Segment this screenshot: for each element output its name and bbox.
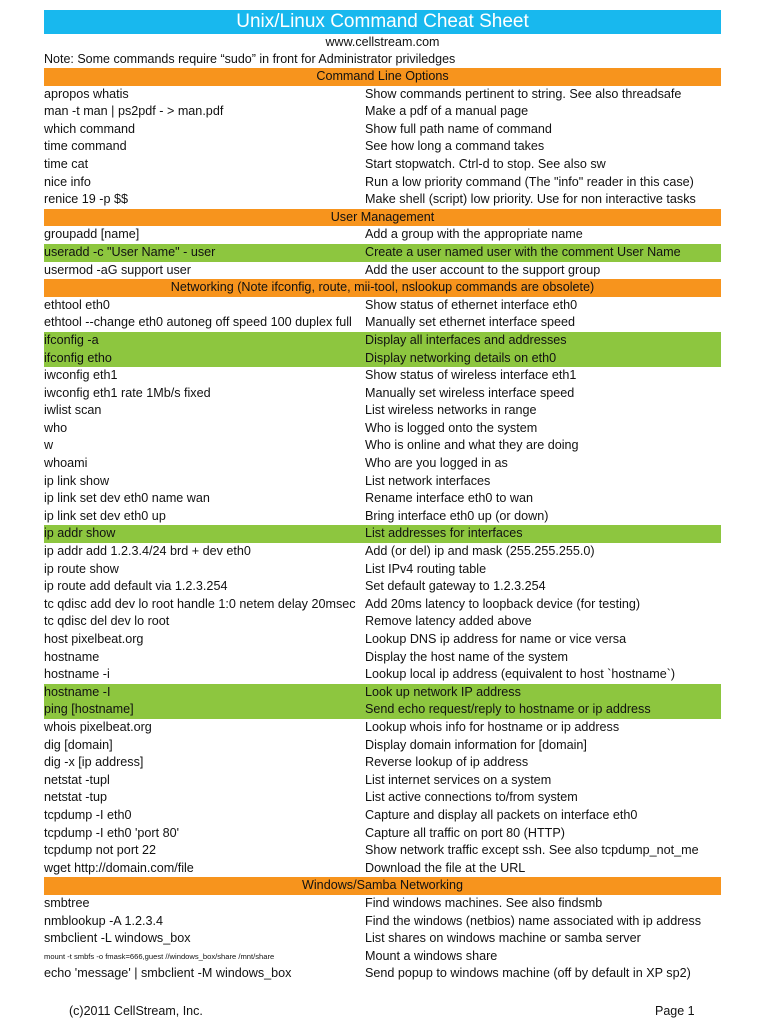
command-text: iwconfig eth1 rate 1Mb/s fixed	[44, 385, 211, 400]
command-description: Manually set wireless interface speed	[365, 385, 575, 400]
command-description: Run a low priority command (The "info" reader in this case)	[365, 174, 694, 189]
command-row	[44, 895, 721, 913]
command-text: useradd -c "User Name" - user	[44, 244, 216, 259]
command-row	[44, 754, 721, 772]
command-text: nmblookup -A 1.2.3.4	[44, 913, 164, 928]
command-row	[44, 543, 721, 561]
command-text: hostname -i	[44, 667, 110, 682]
command-text: ip route show	[44, 561, 119, 576]
command-text: ethtool --change eth0 autoneg off speed 100 duplex full	[44, 315, 352, 330]
command-row	[44, 138, 721, 156]
command-description: List IPv4 routing table	[365, 561, 487, 576]
command-text: iwlist scan	[44, 403, 102, 418]
command-row-highlighted	[44, 684, 721, 702]
command-row	[44, 596, 721, 614]
command-row	[44, 948, 721, 966]
command-text: tcpdump not port 22	[44, 843, 157, 858]
command-description: Show status of ethernet interface eth0	[365, 297, 578, 312]
command-row	[44, 508, 721, 526]
command-text: ip addr add 1.2.3.4/24 brd + dev eth0	[44, 544, 251, 559]
command-text: ip addr show	[44, 526, 116, 541]
command-text: tcpdump -I eth0	[44, 807, 132, 822]
command-row	[44, 578, 721, 596]
command-description: See how long a command takes	[365, 139, 545, 154]
command-row	[44, 473, 721, 491]
command-text: ip route add default via 1.2.3.254	[44, 579, 228, 594]
sections-container	[44, 68, 721, 983]
command-text: smbclient -L windows_box	[44, 931, 191, 946]
command-description: Send popup to windows machine (off by default in XP sp2)	[365, 966, 691, 981]
command-description: List internet services on a system	[365, 772, 552, 787]
command-description: Show full path name of command	[365, 121, 552, 136]
command-description: Show status of wireless interface eth1	[365, 368, 577, 383]
command-row	[44, 719, 721, 737]
command-row	[44, 437, 721, 455]
command-row	[44, 402, 721, 420]
command-description: Who is logged onto the system	[365, 420, 538, 435]
command-description: List shares on windows machine or samba server	[365, 931, 641, 946]
command-text: apropos whatis	[44, 86, 129, 101]
command-description: Display the host name of the system	[365, 649, 568, 664]
command-description: Start stopwatch. Ctrl-d to stop. See also sw	[365, 156, 606, 171]
command-description: Look up network IP address	[365, 684, 521, 699]
command-row	[44, 314, 721, 332]
command-text: dig -x [ip address]	[44, 755, 144, 770]
command-row	[44, 367, 721, 385]
command-text: echo 'message' | smbclient -M windows_box	[44, 966, 292, 981]
command-text: netstat -tupl	[44, 772, 110, 787]
command-description: Create a user named user with the comment User Name	[365, 244, 681, 259]
command-row	[44, 262, 721, 280]
command-text: time command	[44, 139, 127, 154]
command-description: List addresses for interfaces	[365, 526, 523, 541]
command-description: Add 20ms latency to loopback device (for testing)	[365, 596, 641, 611]
command-text: whoami	[44, 456, 88, 471]
footer-copyright: (c)2011 CellStream, Inc.	[69, 1004, 203, 1018]
command-row	[44, 226, 721, 244]
command-text: iwconfig eth1	[44, 368, 118, 383]
command-row	[44, 490, 721, 508]
command-description: Download the file at the URL	[365, 860, 526, 875]
command-row-highlighted	[44, 525, 721, 543]
command-text: groupadd [name]	[44, 227, 140, 242]
command-row	[44, 86, 721, 104]
command-row	[44, 666, 721, 684]
command-row	[44, 772, 721, 790]
command-description: Remove latency added above	[365, 614, 532, 629]
website-line: www.cellstream.com	[325, 35, 440, 49]
command-text: hostname -I	[44, 684, 111, 699]
section-heading: Networking (Note ifconfig, route, mii-tool, nslookup commands are obsolete)	[44, 279, 721, 297]
command-row	[44, 297, 721, 315]
cheat-sheet	[44, 10, 721, 983]
command-description: Capture all traffic on port 80 (HTTP)	[365, 825, 565, 840]
command-text: time cat	[44, 156, 89, 171]
command-description: Who is online and what they are doing	[365, 438, 579, 453]
command-description: Show network traffic except ssh. See also tcpdump_not_me	[365, 843, 699, 858]
command-row-highlighted	[44, 350, 721, 368]
command-text: ifconfig etho	[44, 350, 112, 365]
command-row-highlighted	[44, 701, 721, 719]
command-text: tc qdisc add dev lo root handle 1:0 netem delay 20msec	[44, 596, 356, 611]
command-text: nice info	[44, 174, 91, 189]
command-text: tc qdisc del dev lo root	[44, 614, 170, 629]
command-row	[44, 455, 721, 473]
command-description: Send echo request/reply to hostname or ip address	[365, 702, 651, 717]
command-text: ip link show	[44, 473, 110, 488]
command-row	[44, 913, 721, 931]
command-text: ifconfig -a	[44, 332, 99, 347]
command-text: man -t man | ps2pdf - > man.pdf	[44, 104, 224, 119]
section-heading: Windows/Samba Networking	[44, 877, 721, 895]
command-description: Lookup local ip address (equivalent to host `hostname`)	[365, 667, 676, 682]
command-row-highlighted	[44, 332, 721, 350]
command-text: dig [domain]	[44, 737, 113, 752]
command-text: ping [hostname]	[44, 702, 134, 717]
command-description: List active connections to/from system	[365, 790, 578, 805]
command-description: Display domain information for [domain]	[365, 737, 587, 752]
command-row	[44, 860, 721, 878]
command-row	[44, 842, 721, 860]
command-text: ip link set dev eth0 up	[44, 508, 166, 523]
footer-page-number: Page 1	[655, 1004, 695, 1018]
command-description: Rename interface eth0 to wan	[365, 491, 534, 506]
command-row	[44, 385, 721, 403]
command-description: Display networking details on eth0	[365, 350, 557, 365]
command-row	[44, 930, 721, 948]
command-text: w	[44, 438, 54, 453]
command-row	[44, 156, 721, 174]
command-row	[44, 807, 721, 825]
command-description: Make a pdf of a manual page	[365, 104, 529, 119]
command-row	[44, 121, 721, 139]
command-row	[44, 561, 721, 579]
command-text: hostname	[44, 649, 100, 664]
command-text: whois pixelbeat.org	[44, 719, 152, 734]
command-text: wget http://domain.com/file	[44, 860, 194, 875]
command-row	[44, 420, 721, 438]
command-description: List wireless networks in range	[365, 403, 537, 418]
command-description: Add a group with the appropriate name	[365, 227, 583, 242]
command-row	[44, 965, 721, 983]
command-description: Set default gateway to 1.2.3.254	[365, 579, 546, 594]
command-text: host pixelbeat.org	[44, 632, 144, 646]
command-row	[44, 631, 721, 649]
command-description: Mount a windows share	[365, 948, 498, 963]
command-text: mount -t smbfs -o fmask=666,guest //windows_box/share /mnt/share	[44, 951, 275, 961]
command-description: Make shell (script) low priority. Use for non interactive tasks	[365, 192, 696, 207]
command-text: tcpdump -I eth0 'port 80'	[44, 825, 180, 840]
command-description: Capture and display all packets on interface eth0	[365, 807, 638, 822]
command-row	[44, 649, 721, 667]
command-text: netstat -tup	[44, 790, 108, 805]
command-description: Bring interface eth0 up (or down)	[365, 508, 549, 523]
command-description: Lookup whois info for hostname or ip address	[365, 719, 620, 734]
command-text: ip link set dev eth0 name wan	[44, 491, 210, 506]
document-title: Unix/Linux Command Cheat Sheet	[44, 10, 721, 34]
command-description: List network interfaces	[365, 473, 491, 488]
command-row-highlighted	[44, 244, 721, 262]
command-description: Manually set ethernet interface speed	[365, 315, 576, 330]
command-row	[44, 789, 721, 807]
command-text: usermod -aG support user	[44, 262, 191, 277]
command-row	[44, 191, 721, 209]
command-row	[44, 825, 721, 843]
command-text: who	[44, 420, 68, 435]
section-heading: User Management	[44, 209, 721, 227]
command-row	[44, 174, 721, 192]
command-description: Reverse lookup of ip address	[365, 755, 529, 770]
admin-note: Note: Some commands require “sudo” in front for Administrator priviledges	[44, 52, 456, 66]
command-text: renice 19 -p $$	[44, 192, 129, 207]
command-text: which command	[44, 121, 135, 136]
command-description: Who are you logged in as	[365, 456, 508, 471]
command-row	[44, 737, 721, 755]
command-row	[44, 103, 721, 121]
command-description: Find windows machines. See also findsmb	[365, 895, 603, 910]
section-heading: Command Line Options	[44, 68, 721, 86]
command-description: Show commands pertinent to string. See also threadsafe	[365, 86, 682, 101]
command-description: Add the user account to the support group	[365, 262, 601, 277]
command-text: smbtree	[44, 895, 90, 910]
command-text: ethtool eth0	[44, 297, 110, 312]
command-description: Add (or del) ip and mask (255.255.255.0)	[365, 544, 595, 559]
command-row	[44, 613, 721, 631]
command-description: Display all interfaces and addresses	[365, 332, 567, 347]
command-description: Find the windows (netbios) name associated with ip address	[365, 913, 702, 928]
command-description: Lookup DNS ip address for name or vice versa	[365, 632, 627, 646]
